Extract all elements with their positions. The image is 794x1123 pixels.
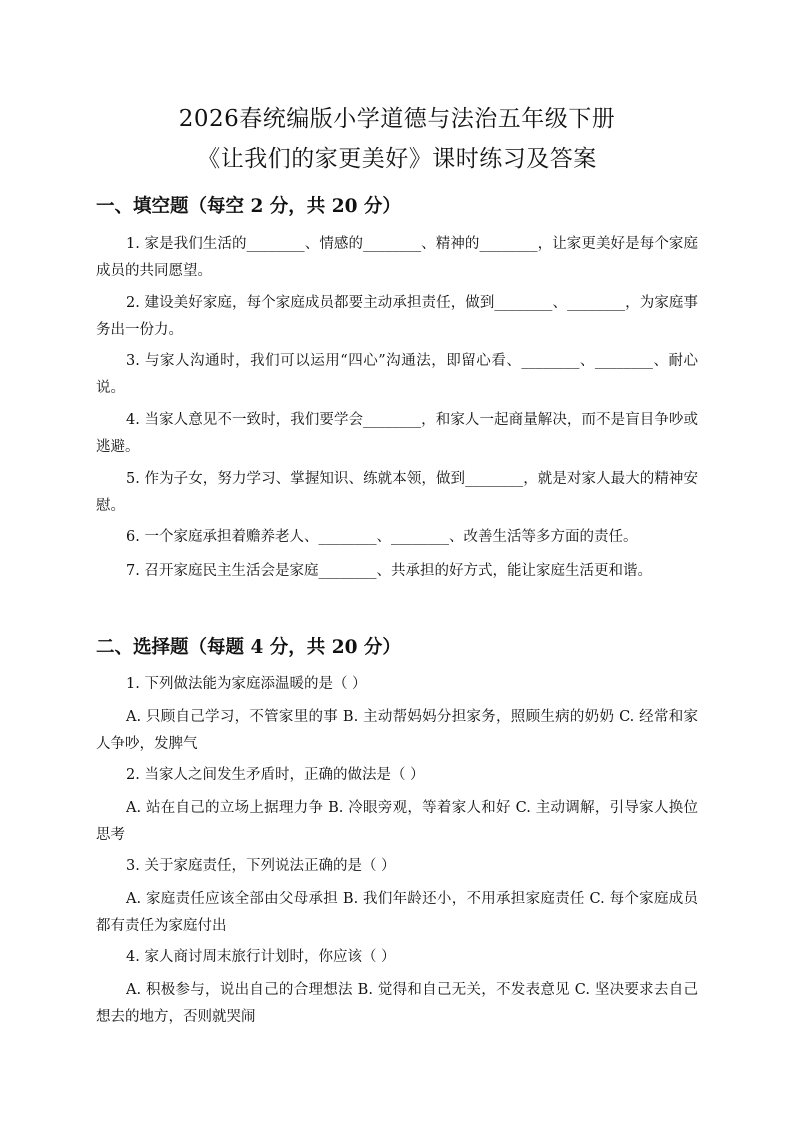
- choice-question-1-stem: 1. 下列做法能为家庭添温暖的是（ ）: [126, 676, 367, 692]
- choice-question-3-stem: 3. 关于家庭责任，下列说法正确的是（ ）: [126, 858, 396, 874]
- fill-blank-question-7: 7. 召开家庭民主生活会是家庭________、共承担的好方式，能让家庭生活更和谐。: [126, 563, 652, 579]
- choice-question-2-stem: 2. 当家人之间发生矛盾时，正确的做法是（ ）: [126, 767, 425, 783]
- document-title-line2: 《让我们的家更美好》课时练习及答案: [197, 146, 597, 172]
- choice-question-2-options: A. 站在自己的立场上据理力争 B. 冷眼旁观，等着家人和好 C. 主动调解，引导家人换位思考: [96, 800, 698, 843]
- fill-blank-question-6: 6. 一个家庭承担着赡养老人、________、________、改善生活等多方面的责任。: [126, 529, 638, 545]
- section-heading-fill-blank: 一、填空题（每空 2 分，共 20 分）: [96, 196, 401, 217]
- choice-question-4-stem: 4. 家人商讨周末旅行计划时，你应该（ ）: [126, 949, 396, 965]
- document-title-line1: 2026春统编版小学道德与法治五年级下册: [178, 106, 616, 132]
- choice-question-3-options: A. 家庭责任应该全部由父母承担 B. 我们年龄还小，不用承担家庭责任 C. 每个家庭成员都有责任为家庭付出: [96, 891, 698, 934]
- section-heading-multiple-choice: 二、选择题（每题 4 分，共 20 分）: [96, 637, 401, 658]
- choice-question-4-options: A. 积极参与，说出自己的合理想法 B. 觉得和自己无关，不发表意见 C. 坚决要求去自己想去的地方，否则就哭闹: [96, 982, 698, 1025]
- choice-question-1-options: A. 只顾自己学习，不管家里的事 B. 主动帮妈妈分担家务，照顾生病的奶奶 C. 经常和家人争吵，发脾气: [96, 709, 698, 752]
- fill-blank-question-5: 5. 作为子女，努力学习、掌握知识、练就本领，做到________，就是对家人最大的精神安慰。: [96, 471, 698, 514]
- fill-blank-question-1: 1. 家是我们生活的________、情感的________、精神的________，让家更美好是每个家庭成员的共同愿望。: [96, 236, 698, 279]
- fill-blank-question-2: 2. 建设美好家庭，每个家庭成员都要主动承担责任，做到________、________，为家庭事务出一份力。: [96, 295, 698, 338]
- fill-blank-question-3: 3. 与家人沟通时，我们可以运用“四心”沟通法，即留心看、________、________、耐心说。: [96, 353, 698, 396]
- fill-blank-question-4: 4. 当家人意见不一致时，我们要学会________，和家人一起商量解决，而不是盲目争吵或逃避。: [96, 412, 698, 455]
